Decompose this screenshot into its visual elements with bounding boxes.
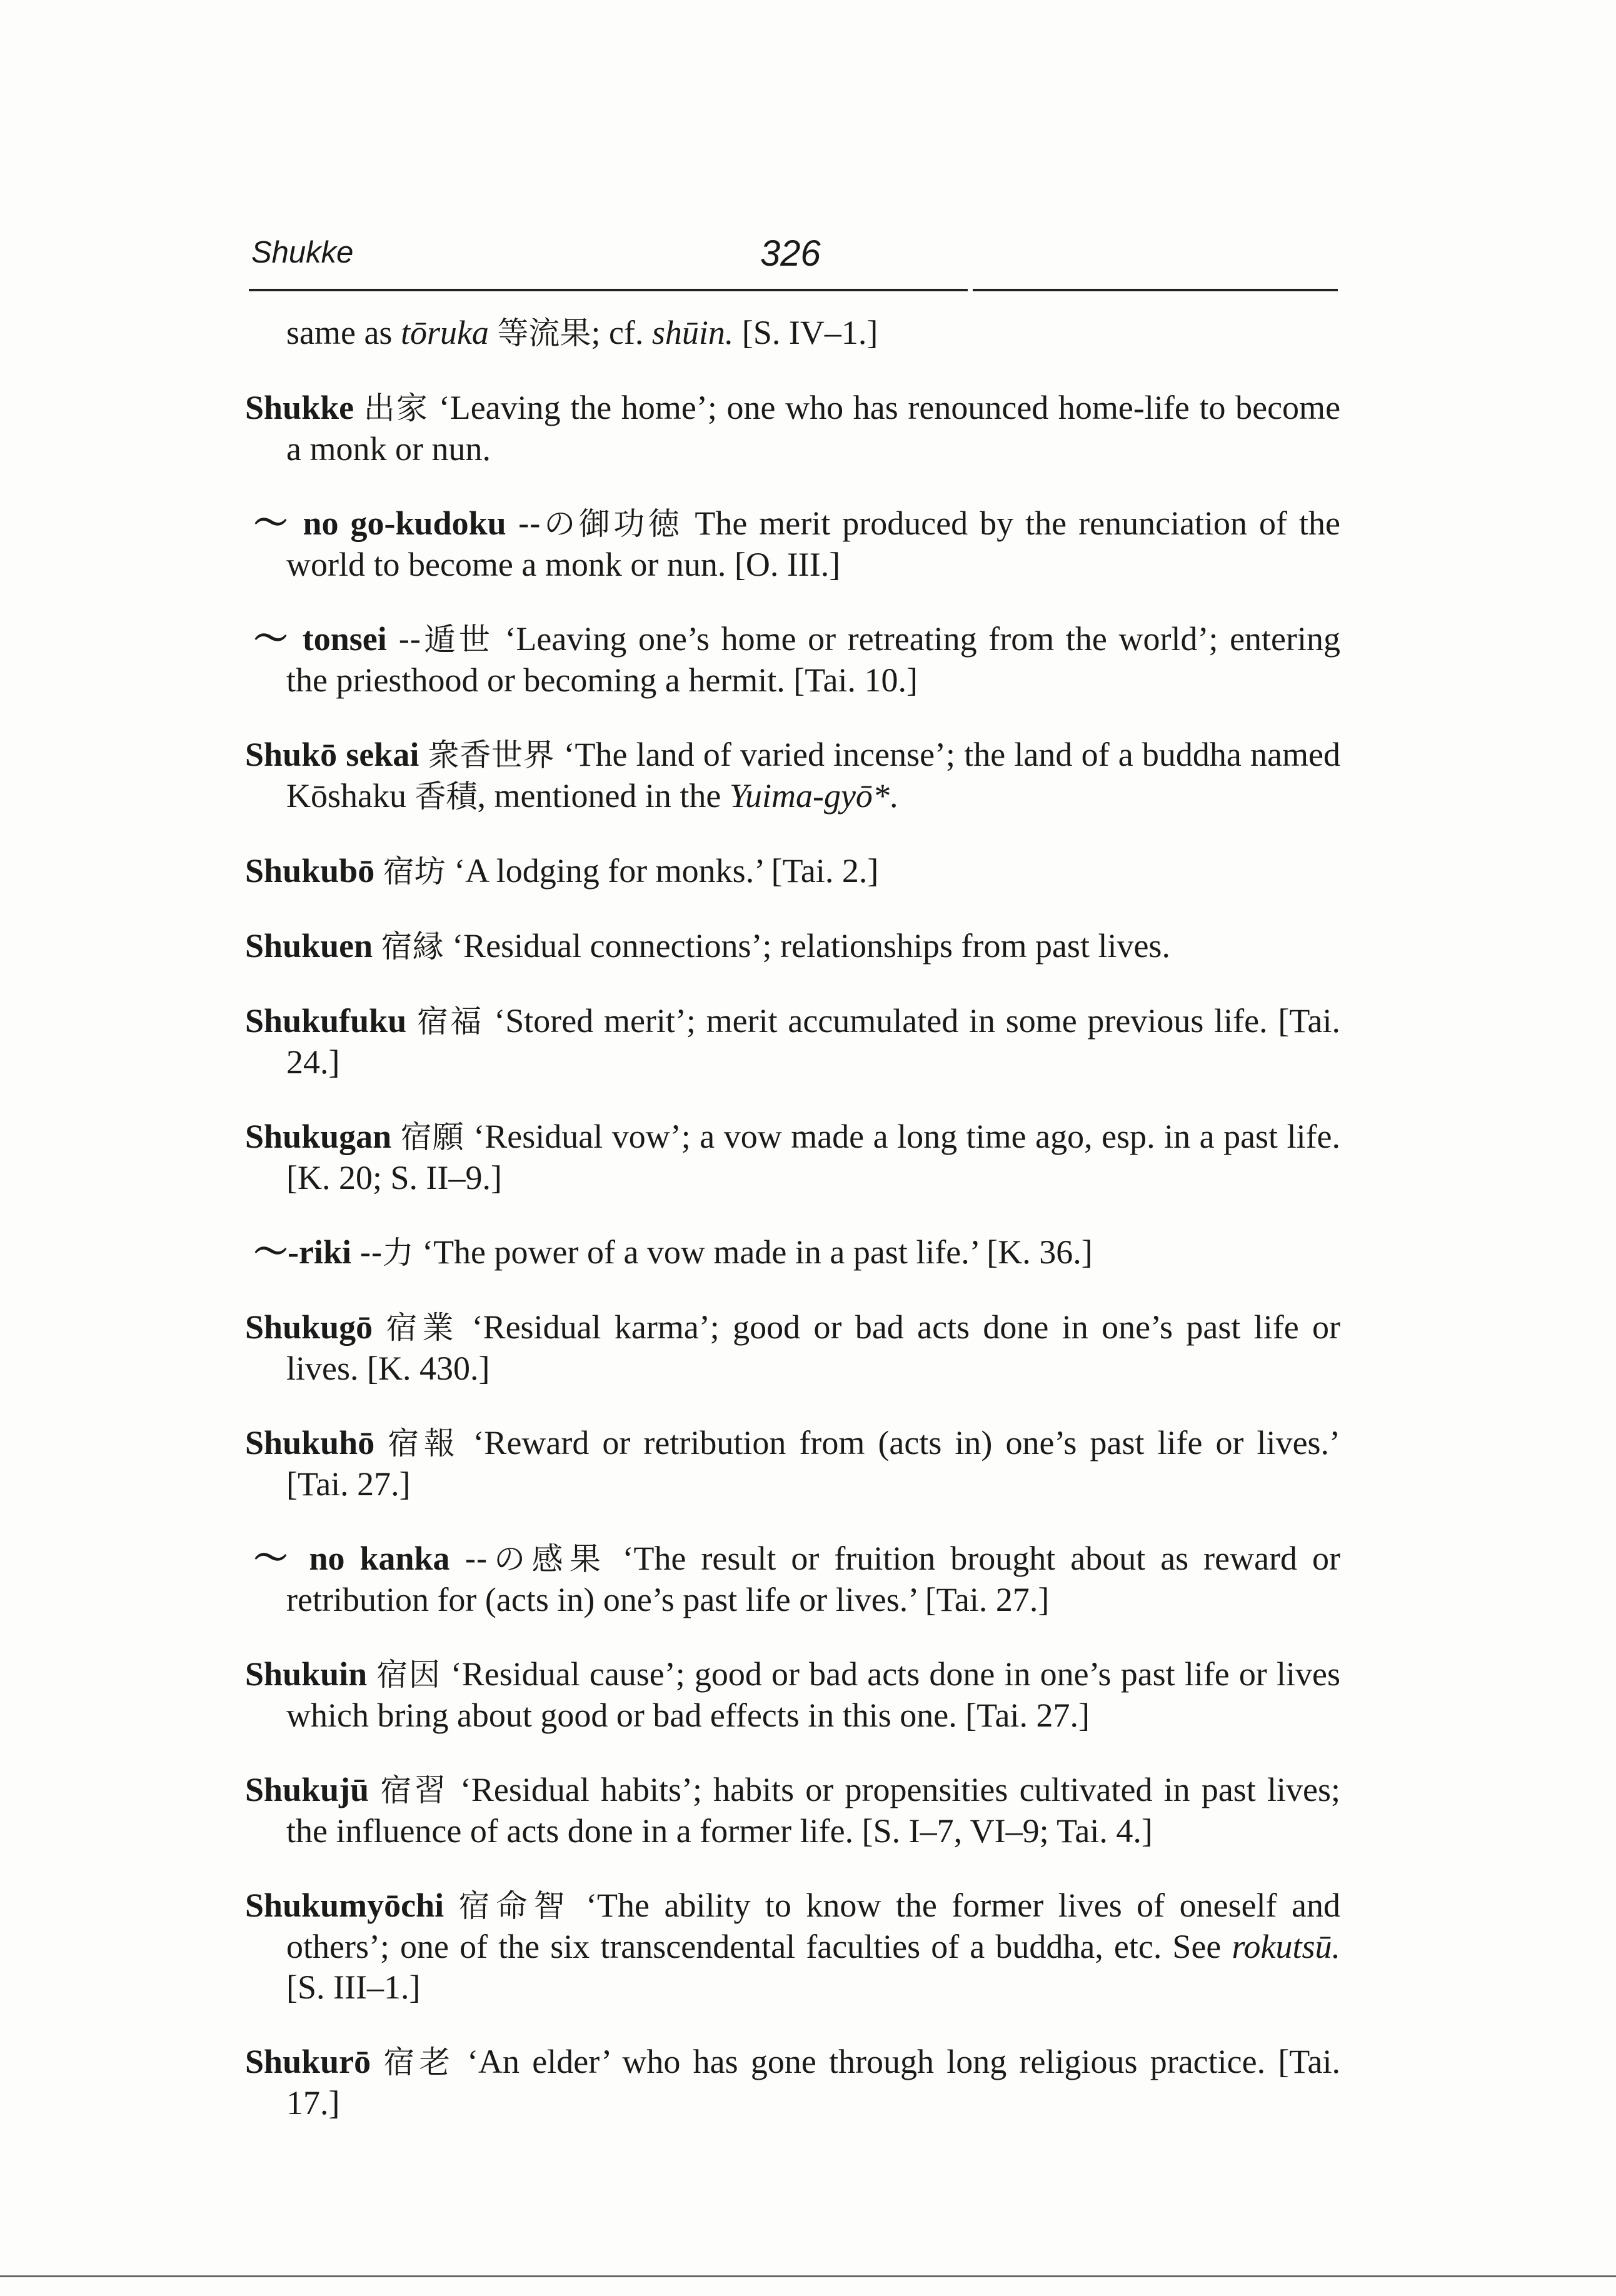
subentry-no-kanka — [254, 1538, 1340, 1620]
subentry-no-go-kudoku — [254, 503, 1340, 585]
page-number: 326 — [760, 233, 821, 274]
definition: ‘Leaving one’s home or retreating from the world’; entering the priesthood or becoming a hermit. [Tai. 10.] — [286, 620, 1340, 699]
kanji: 宿老 — [383, 2044, 454, 2080]
entry-shuko-sekai: Shukō sekai 衆香世界 ‘The land of varied incense’; the land of a buddha named Kōshaku 香積, mentioned in the Yuima-gyō*. — [245, 736, 1341, 815]
definition: ‘Leaving the home’; one who has renounced home-life to become a monk or nun. — [286, 389, 1341, 468]
definition: ‘An elder’ who has gone through long religious practice. [Tai. 17.] — [286, 2043, 1340, 2122]
entry-shukufuku — [245, 1001, 1340, 1083]
headword: Shukugan — [245, 1118, 392, 1155]
continued-entry: same as tōruka 等流果; cf. shūin. [S. IV–1.] — [286, 314, 878, 351]
kanji: 宿業 — [386, 1310, 459, 1346]
entry-shukubo — [245, 851, 1340, 892]
subentry-riki — [254, 1232, 1340, 1273]
entry-shukumyochi: Shukumyōchi 宿命智 ‘The ability to know the former lives of oneself and others’; one of the six transcendental faculties of a buddha, etc. See rokutsū. [S. III–1.] — [245, 1887, 1341, 2006]
subentry-tonsei — [254, 619, 1340, 701]
header-rule-gap — [968, 286, 973, 294]
definition: ‘The ability to know the former lives of oneself and others’; one of the six transcendental faculties of a buddha, etc. See — [286, 1887, 1341, 1965]
running-head: Shukke — [251, 236, 354, 269]
kanji: 宿命智 — [458, 1888, 571, 1924]
headword: Shukubō — [245, 852, 375, 890]
definition: ‘Reward or retribution from (acts in) one’s past life or lives.’ [Tai. 27.] — [286, 1424, 1341, 1503]
entry-shukugan — [245, 1116, 1340, 1198]
entry-shukugo — [245, 1307, 1340, 1389]
definition: ‘A lodging for monks.’ [Tai. 2.] — [454, 852, 879, 890]
kanji: 宿縁 — [381, 928, 444, 965]
kanji: 出家 — [363, 390, 429, 426]
definition: ‘Residual habits’; habits or propensities cultivated in past lives; the influence of acts done in a former life. [S. I–7, VI–9; Tai. 4.] — [286, 1771, 1340, 1850]
definition: ‘The power of a vow made in a past life.’ [K. 36.] — [422, 1233, 1093, 1271]
headword: Shukke — [245, 389, 354, 426]
bottom-rule — [0, 2275, 1616, 2277]
headword: Shukuen — [245, 927, 373, 965]
definition: ‘The result or fruition brought about as reward or retribution for (acts in) one’s past life or lives.’ [Tai. 27.] — [286, 1540, 1341, 1618]
headword: Shukufuku — [245, 1002, 407, 1040]
headword: Shukō sekai — [245, 736, 419, 773]
definition: The merit produced by the renunciation of the world to become a monk or nun. [O. III.] — [286, 504, 1341, 583]
page-header — [249, 233, 1338, 276]
definition: ‘Residual connections’; relationships from past lives. — [452, 927, 1170, 965]
kanji: 宿報 — [388, 1425, 460, 1461]
kanji: 宿坊 — [383, 853, 446, 890]
headword: ～ no go-kudoku — [254, 504, 506, 542]
definition: ‘The land of varied incense’; the land of a buddha named Kōshaku — [286, 736, 1341, 815]
definition: ‘Residual karma’; good or bad acts done in one’s past life or lives. [K. 430.] — [286, 1308, 1341, 1387]
headword: ～-riki — [254, 1233, 351, 1271]
header-rule — [249, 289, 1338, 291]
kanji: --の感果 — [464, 1541, 608, 1577]
entry-shukuin — [245, 1654, 1340, 1736]
definition: ‘Stored merit’; merit accumulated in some previous life. [Tai. 24.] — [286, 1002, 1341, 1081]
headword: Shukugō — [245, 1308, 373, 1346]
kanji: 宿因 — [376, 1657, 441, 1693]
headword: Shukumyōchi — [245, 1887, 444, 1924]
headword: Shukujū — [245, 1771, 369, 1808]
entry-shukke — [245, 388, 1340, 469]
kanji: --の御功徳 — [518, 506, 683, 542]
entry-shukuho — [245, 1423, 1340, 1505]
headword: ～ no kanka — [254, 1540, 450, 1577]
definition: ‘Residual cause’; good or bad acts done in one’s past life or lives which bring about good or bad effects in this one. [Tai. 27.] — [286, 1655, 1341, 1734]
entry-shukuju — [245, 1770, 1340, 1852]
kanji: 宿願 — [400, 1119, 464, 1155]
headword: Shukuhō — [245, 1424, 375, 1461]
kanji: 衆香世界 — [428, 737, 555, 773]
kanji: --遁世 — [398, 621, 493, 658]
entry-shukuro — [245, 2042, 1340, 2123]
headword: Shukurō — [245, 2043, 371, 2080]
kanji: 宿福 — [417, 1003, 484, 1040]
definition: ‘Residual vow’; a vow made a long time ago, esp. in a past life. [K. 20; S. II–9.] — [286, 1118, 1341, 1196]
kanji: --力 — [359, 1235, 414, 1271]
dictionary-entries — [245, 313, 1340, 2137]
entry-shukuen — [245, 926, 1340, 967]
headword: Shukuin — [245, 1655, 368, 1693]
headword: ～ tonsei — [254, 620, 387, 658]
kanji: 宿習 — [380, 1772, 449, 1808]
